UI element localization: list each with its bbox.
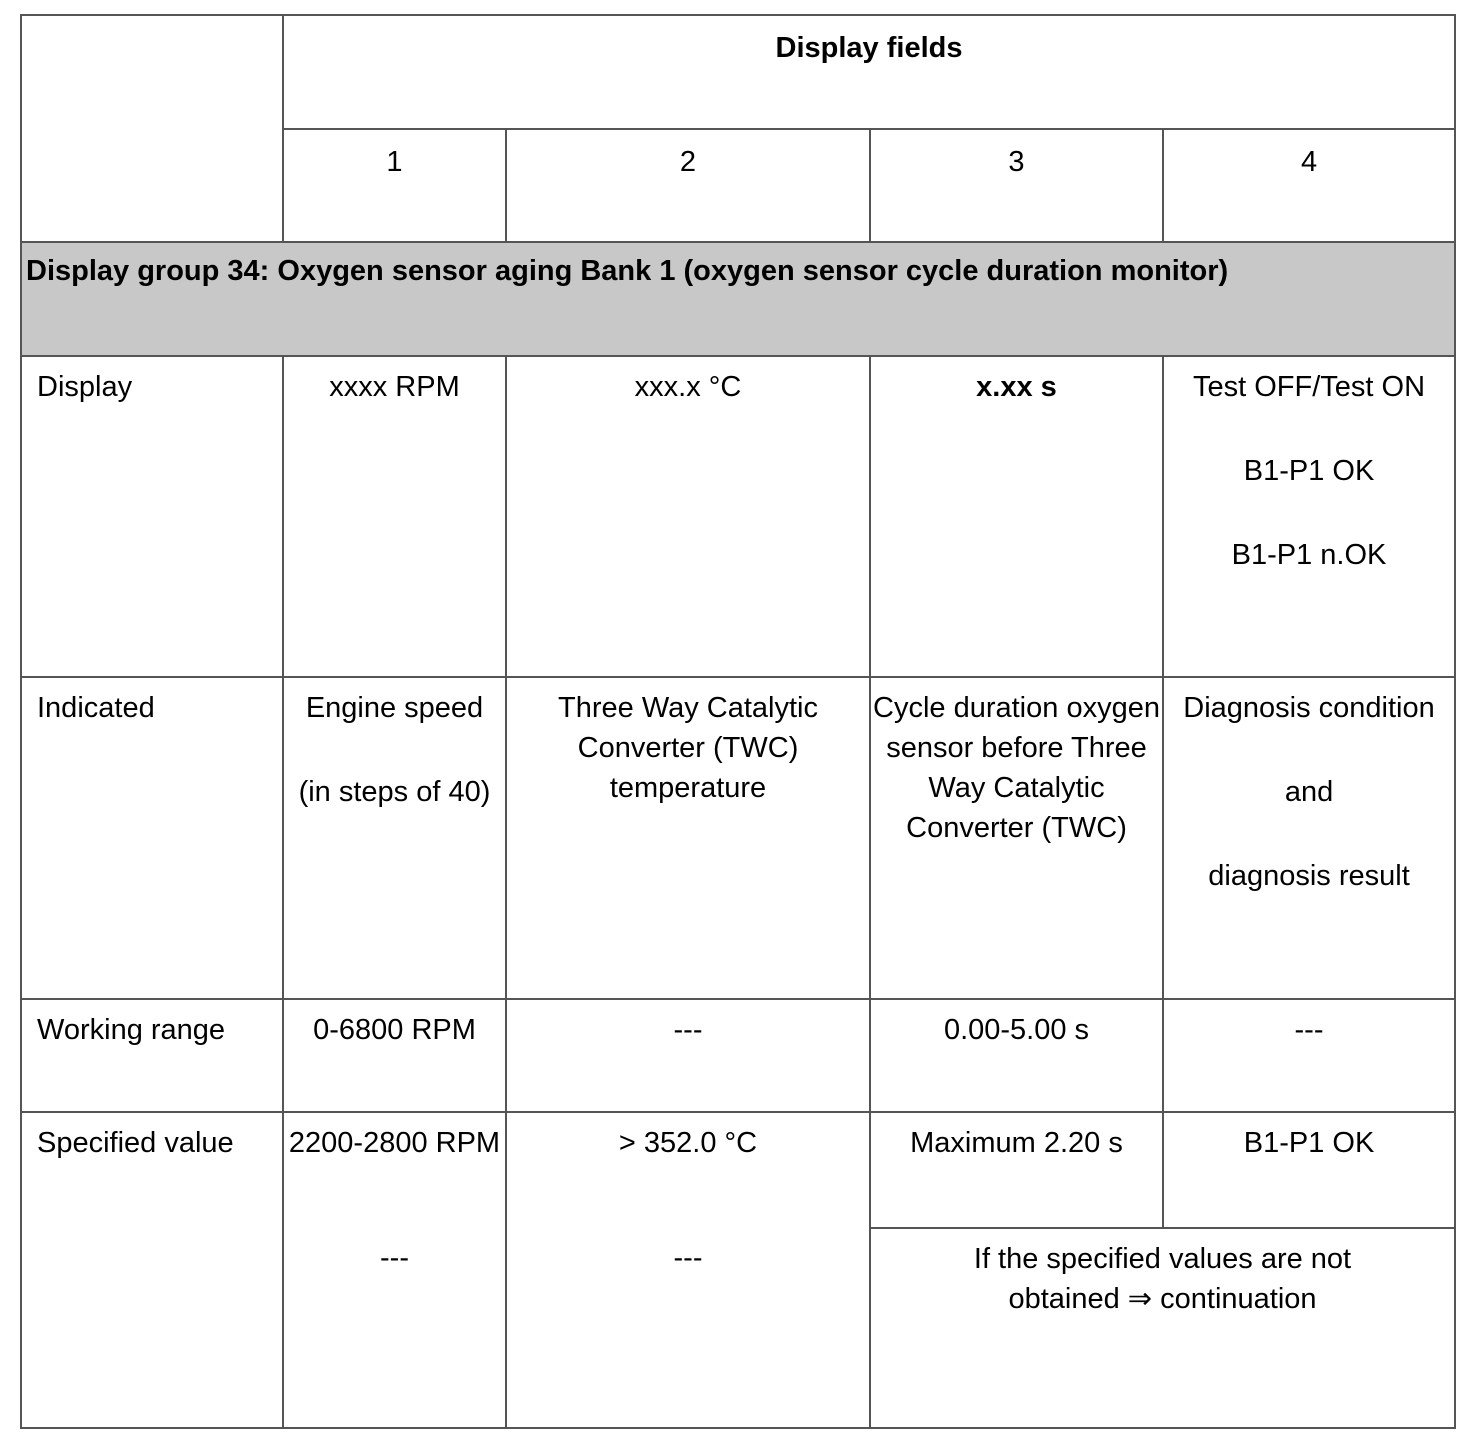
corner-cell bbox=[21, 15, 283, 242]
working-range-4: --- bbox=[1163, 999, 1455, 1112]
column-number-4: 4 bbox=[1163, 129, 1455, 242]
specified-value-4: B1-P1 OK bbox=[1163, 1112, 1455, 1228]
row-label-specified-value: Specified value bbox=[21, 1112, 283, 1428]
display-fields-heading: Display fields bbox=[283, 15, 1455, 129]
indicated-field-1-line1: Engine speed bbox=[305, 692, 484, 724]
display-field-1: xxxx RPM bbox=[283, 356, 506, 677]
specified-value-2-extra: --- bbox=[506, 1228, 870, 1428]
row-label-indicated: Indicated bbox=[21, 677, 283, 999]
specified-value-3: Maximum 2.20 s bbox=[870, 1112, 1163, 1228]
indicated-field-1-line2: (in steps of 40) bbox=[298, 776, 491, 808]
row-label-display: Display bbox=[21, 356, 283, 677]
working-range-3: 0.00-5.00 s bbox=[870, 999, 1163, 1112]
indicated-field-3: Cycle duration oxygen sensor before Three Way Catalytic Converter (TWC) bbox=[870, 677, 1163, 999]
display-group-table bbox=[20, 14, 1456, 1429]
indicated-field-4-line3: diagnosis result bbox=[1208, 860, 1410, 892]
column-number-1: 1 bbox=[283, 129, 506, 242]
indicated-field-4-line2: and bbox=[1284, 776, 1334, 808]
working-range-2: --- bbox=[506, 999, 870, 1112]
specified-value-1: 2200-2800 RPM bbox=[283, 1112, 506, 1228]
working-range-1: 0-6800 RPM bbox=[283, 999, 506, 1112]
indicated-field-2: Three Way Catalytic Converter (TWC) temperature bbox=[506, 677, 870, 999]
display-group-title: Display group 34: Oxygen sensor aging Bank 1 (oxygen sensor cycle duration monitor) bbox=[21, 242, 1455, 356]
display-field-4-line3: B1-P1 n.OK bbox=[1231, 539, 1387, 571]
specified-value-2: > 352.0 °C bbox=[506, 1112, 870, 1228]
indicated-field-4-line1: Diagnosis condition bbox=[1183, 692, 1435, 724]
column-number-2: 2 bbox=[506, 129, 870, 242]
continuation-note: If the specified values are not obtained ⇒ continuation bbox=[870, 1228, 1455, 1428]
specified-value-1-extra: --- bbox=[283, 1228, 506, 1428]
display-field-2: xxx.x °C bbox=[506, 356, 870, 677]
indicated-field-4 bbox=[1163, 677, 1455, 999]
column-number-3: 3 bbox=[870, 129, 1163, 242]
row-label-working-range: Working range bbox=[21, 999, 283, 1112]
display-field-4 bbox=[1163, 356, 1455, 677]
indicated-field-1 bbox=[283, 677, 506, 999]
display-field-4-line1: Test OFF/Test ON bbox=[1193, 371, 1426, 403]
display-field-3: x.xx s bbox=[870, 356, 1163, 677]
display-field-4-line2: B1-P1 OK bbox=[1243, 455, 1375, 487]
